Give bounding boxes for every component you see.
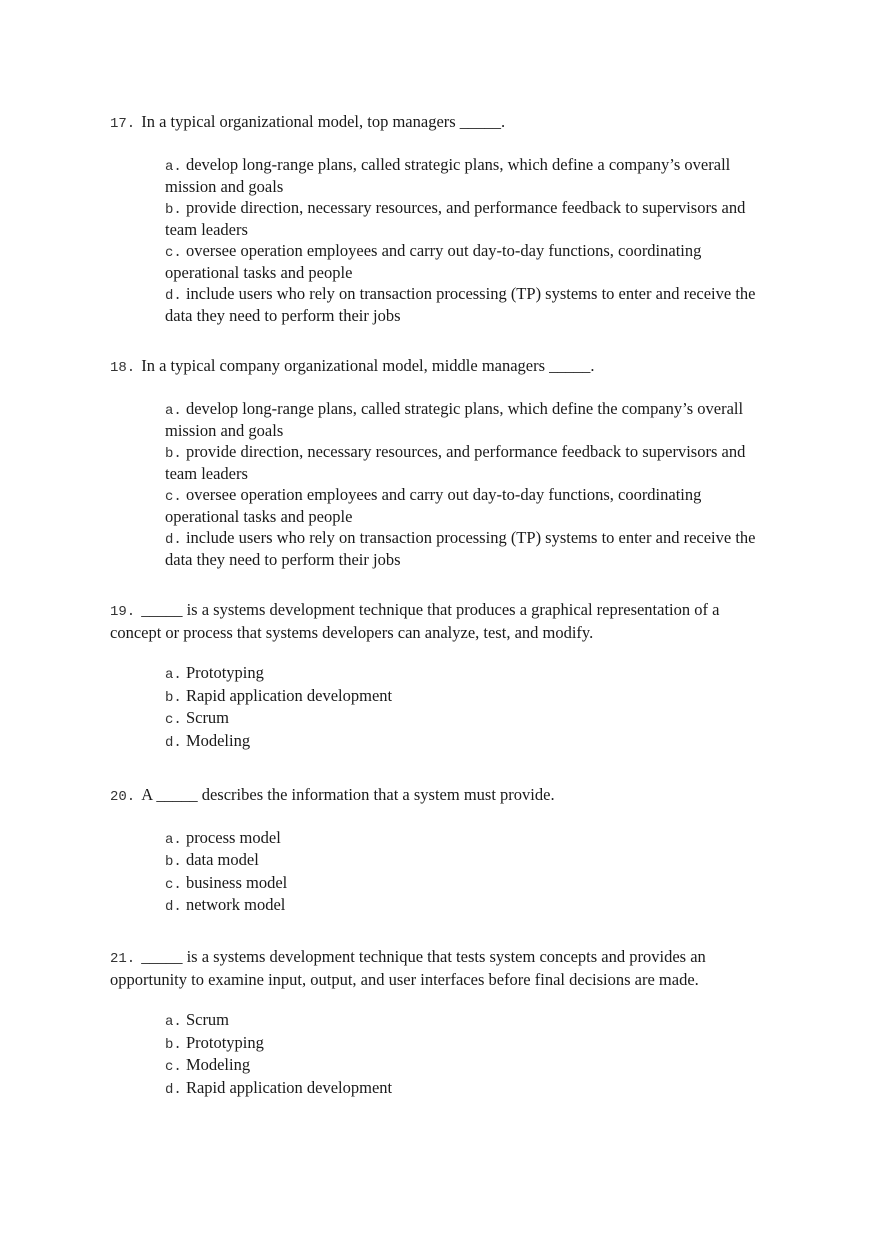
question-21 (110, 947, 770, 1100)
choice-letter: b. (165, 201, 182, 218)
choice-letter: b. (165, 1036, 182, 1053)
choice-letter: b. (165, 445, 182, 462)
choice-b (165, 850, 770, 873)
choice-c (165, 241, 770, 284)
choice-letter: d. (165, 287, 182, 304)
choice-list (165, 828, 770, 918)
choice-letter: d. (165, 899, 182, 915)
choice-d (165, 528, 770, 571)
choice-b (165, 198, 770, 241)
choice-text: provide direction, necessary resources, and performance feedback to supervisors and team leaders (165, 441, 746, 483)
choice-letter: d. (165, 1081, 182, 1098)
question-stem (110, 112, 770, 135)
choice-letter: a. (165, 667, 182, 683)
choice-b (165, 1033, 770, 1056)
choice-letter: c. (165, 1059, 182, 1075)
question-number: 18. (110, 360, 136, 376)
choice-letter: b. (165, 689, 182, 706)
choice-letter: a. (165, 831, 182, 848)
choice-d (165, 895, 770, 918)
question-stem (110, 947, 770, 990)
question-stem (110, 356, 770, 379)
choice-text: provide direction, necessary resources, and performance feedback to supervisors and team leaders (165, 197, 746, 239)
choice-text: Modeling (185, 730, 251, 750)
choice-text: process model (185, 827, 281, 847)
choice-a (165, 399, 770, 442)
question-number: 17. (110, 116, 136, 132)
choice-letter: a. (165, 402, 182, 419)
choice-letter: b. (165, 854, 182, 870)
choice-text: include users who rely on transaction processing (TP) systems to enter and receive the data they need to perform their jobs (165, 527, 756, 569)
choice-letter: c. (165, 712, 182, 728)
question-stem (110, 600, 770, 643)
choice-c (165, 485, 770, 528)
choice-letter: a. (165, 158, 182, 175)
choice-text: Prototyping (185, 663, 264, 682)
choice-a (165, 663, 770, 686)
choice-text: data model (185, 850, 259, 869)
choice-c (165, 1055, 770, 1078)
choice-text: Scrum (185, 1010, 230, 1029)
choice-letter: c. (165, 488, 182, 505)
choice-letter: d. (165, 734, 182, 751)
choice-text: Prototyping (185, 1032, 264, 1052)
question-text: _____ is a systems development technique that tests system concepts and provides an opportunity to examine input, output, and user interfaces before final decisions are made. (110, 947, 706, 989)
question-stem (110, 785, 770, 808)
choice-text: network model (185, 895, 286, 914)
choice-letter: d. (165, 531, 182, 548)
question-20 (110, 785, 770, 918)
choice-c (165, 873, 770, 896)
question-19 (110, 600, 770, 753)
choice-d (165, 1078, 770, 1101)
question-text: _____ is a systems development technique that produces a graphical representation of a concept or process that systems developers can analyze, test, and modify. (110, 600, 720, 642)
choice-list (165, 663, 770, 753)
choice-text: Scrum (185, 708, 230, 727)
choice-text: develop long-range plans, called strategic plans, which define a company’s overall mission and goals (165, 154, 731, 196)
choice-text: oversee operation employees and carry out day-to-day functions, coordinating operational tasks and people (165, 240, 702, 282)
choice-text: Rapid application development (185, 685, 393, 705)
question-number: 20. (110, 789, 136, 805)
choice-d (165, 284, 770, 327)
choice-text: include users who rely on transaction processing (TP) systems to enter and receive the data they need to perform their jobs (165, 283, 756, 325)
choice-text: develop long-range plans, called strategic plans, which define the company’s overall mission and goals (165, 398, 744, 440)
choice-text: business model (185, 872, 288, 892)
choice-c (165, 708, 770, 731)
question-number: 21. (110, 951, 136, 967)
choice-list (165, 155, 770, 327)
question-text: In a typical company organizational model, middle managers _____. (141, 356, 595, 375)
choice-text: Rapid application development (185, 1077, 393, 1097)
question-text: In a typical organizational model, top managers _____. (141, 112, 506, 131)
choice-letter: c. (165, 244, 182, 261)
choice-a (165, 155, 770, 198)
question-number: 19. (110, 604, 136, 620)
choice-b (165, 686, 770, 709)
choice-a (165, 1010, 770, 1033)
choice-list (165, 1010, 770, 1100)
choice-text: oversee operation employees and carry out day-to-day functions, coordinating operational tasks and people (165, 484, 702, 526)
choice-a (165, 828, 770, 851)
choice-list (165, 399, 770, 571)
question-18 (110, 356, 770, 571)
question-17 (110, 112, 770, 327)
choice-text: Modeling (185, 1055, 251, 1074)
choice-d (165, 731, 770, 754)
question-text: A _____ describes the information that a system must provide. (141, 785, 555, 804)
choice-b (165, 442, 770, 485)
choice-letter: a. (165, 1014, 182, 1030)
choice-letter: c. (165, 876, 182, 893)
